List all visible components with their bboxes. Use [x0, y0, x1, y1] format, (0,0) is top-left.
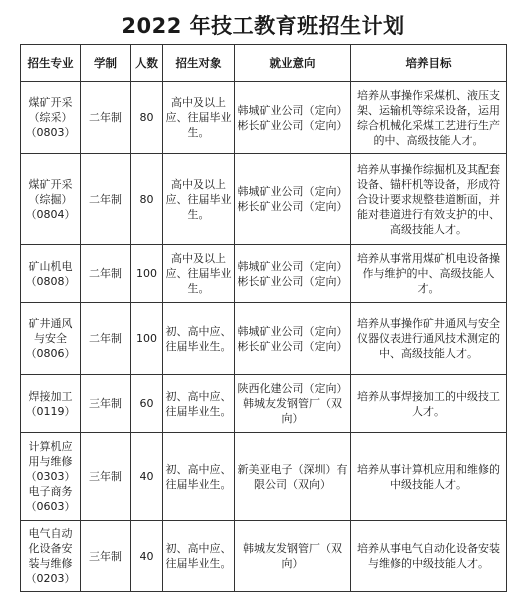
cell-duration: 二年制: [81, 154, 131, 245]
header-major: 招生专业: [21, 45, 81, 82]
cell-major: 计算机应 用与维修 （0303） 电子商务 （0603）: [21, 433, 81, 521]
header-target: 招生对象: [163, 45, 235, 82]
cell-count: 40: [131, 521, 163, 592]
cell-target: 初、高中应、往届毕业生。: [163, 521, 235, 592]
cell-goal: 培养从事操作综掘机及其配套设备、锚杆机等设备，形成符合设计要求规整巷道断面，并能对巷道进行有效支护的中、高级技能人才。: [351, 154, 507, 245]
cell-major: 焊接加工 （0119）: [21, 375, 81, 433]
table-row: [21, 375, 507, 433]
cell-goal: 培养从事常用煤矿机电设备操作与维护的中、高级技能人才。: [351, 245, 507, 303]
table-header-row: [21, 45, 507, 82]
cell-employment: 韩城矿业公司（定向） 彬长矿业公司（定向）: [235, 82, 351, 154]
cell-count: 80: [131, 154, 163, 245]
cell-target: 高中及以上应、往届毕业生。: [163, 82, 235, 154]
cell-goal: 培养从事操作矿井通风与安全仪器仪表进行通风技术测定的中、高级技能人才。: [351, 303, 507, 375]
cell-target: 初、高中应、往届毕业生。: [163, 303, 235, 375]
cell-major: 矿井通风 与安全 （0806）: [21, 303, 81, 375]
cell-count: 40: [131, 433, 163, 521]
cell-major: 煤矿开采 （综采） （0803）: [21, 82, 81, 154]
cell-target: 高中及以上应、往届毕业生。: [163, 154, 235, 245]
cell-count: 100: [131, 303, 163, 375]
cell-duration: 二年制: [81, 303, 131, 375]
enrollment-plan-table: [20, 44, 507, 592]
cell-duration: 三年制: [81, 433, 131, 521]
cell-duration: 三年制: [81, 375, 131, 433]
table-row: [21, 521, 507, 592]
header-goal: 培养目标: [351, 45, 507, 82]
table-row: [21, 303, 507, 375]
page-title: 2022 年技工教育班招生计划: [121, 14, 405, 38]
cell-employment: 韩城友发钢管厂（双向）: [235, 521, 351, 592]
header-count: 人数: [131, 45, 163, 82]
cell-count: 100: [131, 245, 163, 303]
cell-duration: 二年制: [81, 245, 131, 303]
cell-goal: 培养从事电气自动化设备安装与维修的中级技能人才。: [351, 521, 507, 592]
cell-goal: 培养从事焊接加工的中级技工人才。: [351, 375, 507, 433]
cell-employment: 韩城矿业公司（定向） 彬长矿业公司（定向）: [235, 245, 351, 303]
cell-major: 电气自动 化设备安 装与维修 （0203）: [21, 521, 81, 592]
cell-duration: 二年制: [81, 82, 131, 154]
cell-target: 初、高中应、往届毕业生。: [163, 433, 235, 521]
table-row: [21, 245, 507, 303]
cell-count: 60: [131, 375, 163, 433]
cell-employment: 陕西化建公司（定向） 韩城友发钢管厂（双向）: [235, 375, 351, 433]
cell-count: 80: [131, 82, 163, 154]
cell-goal: 培养从事操作采煤机、液压支架、运输机等综采设备，运用综合机械化采煤工艺进行生产的中、高级技能人才。: [351, 82, 507, 154]
cell-employment: 韩城矿业公司（定向） 彬长矿业公司（定向）: [235, 303, 351, 375]
cell-target: 高中及以上应、往届毕业生。: [163, 245, 235, 303]
cell-goal: 培养从事计算机应用和维修的中级技能人才。: [351, 433, 507, 521]
cell-duration: 三年制: [81, 521, 131, 592]
cell-employment: 韩城矿业公司（定向） 彬长矿业公司（定向）: [235, 154, 351, 245]
table-row: [21, 82, 507, 154]
table-row: [21, 433, 507, 521]
table-row: [21, 154, 507, 245]
header-duration: 学制: [81, 45, 131, 82]
cell-major: 矿山机电 （0808）: [21, 245, 81, 303]
header-employment: 就业意向: [235, 45, 351, 82]
cell-major: 煤矿开采 （综掘） （0804）: [21, 154, 81, 245]
cell-employment: 新美亚电子（深圳）有限公司（双向）: [235, 433, 351, 521]
cell-target: 初、高中应、往届毕业生。: [163, 375, 235, 433]
